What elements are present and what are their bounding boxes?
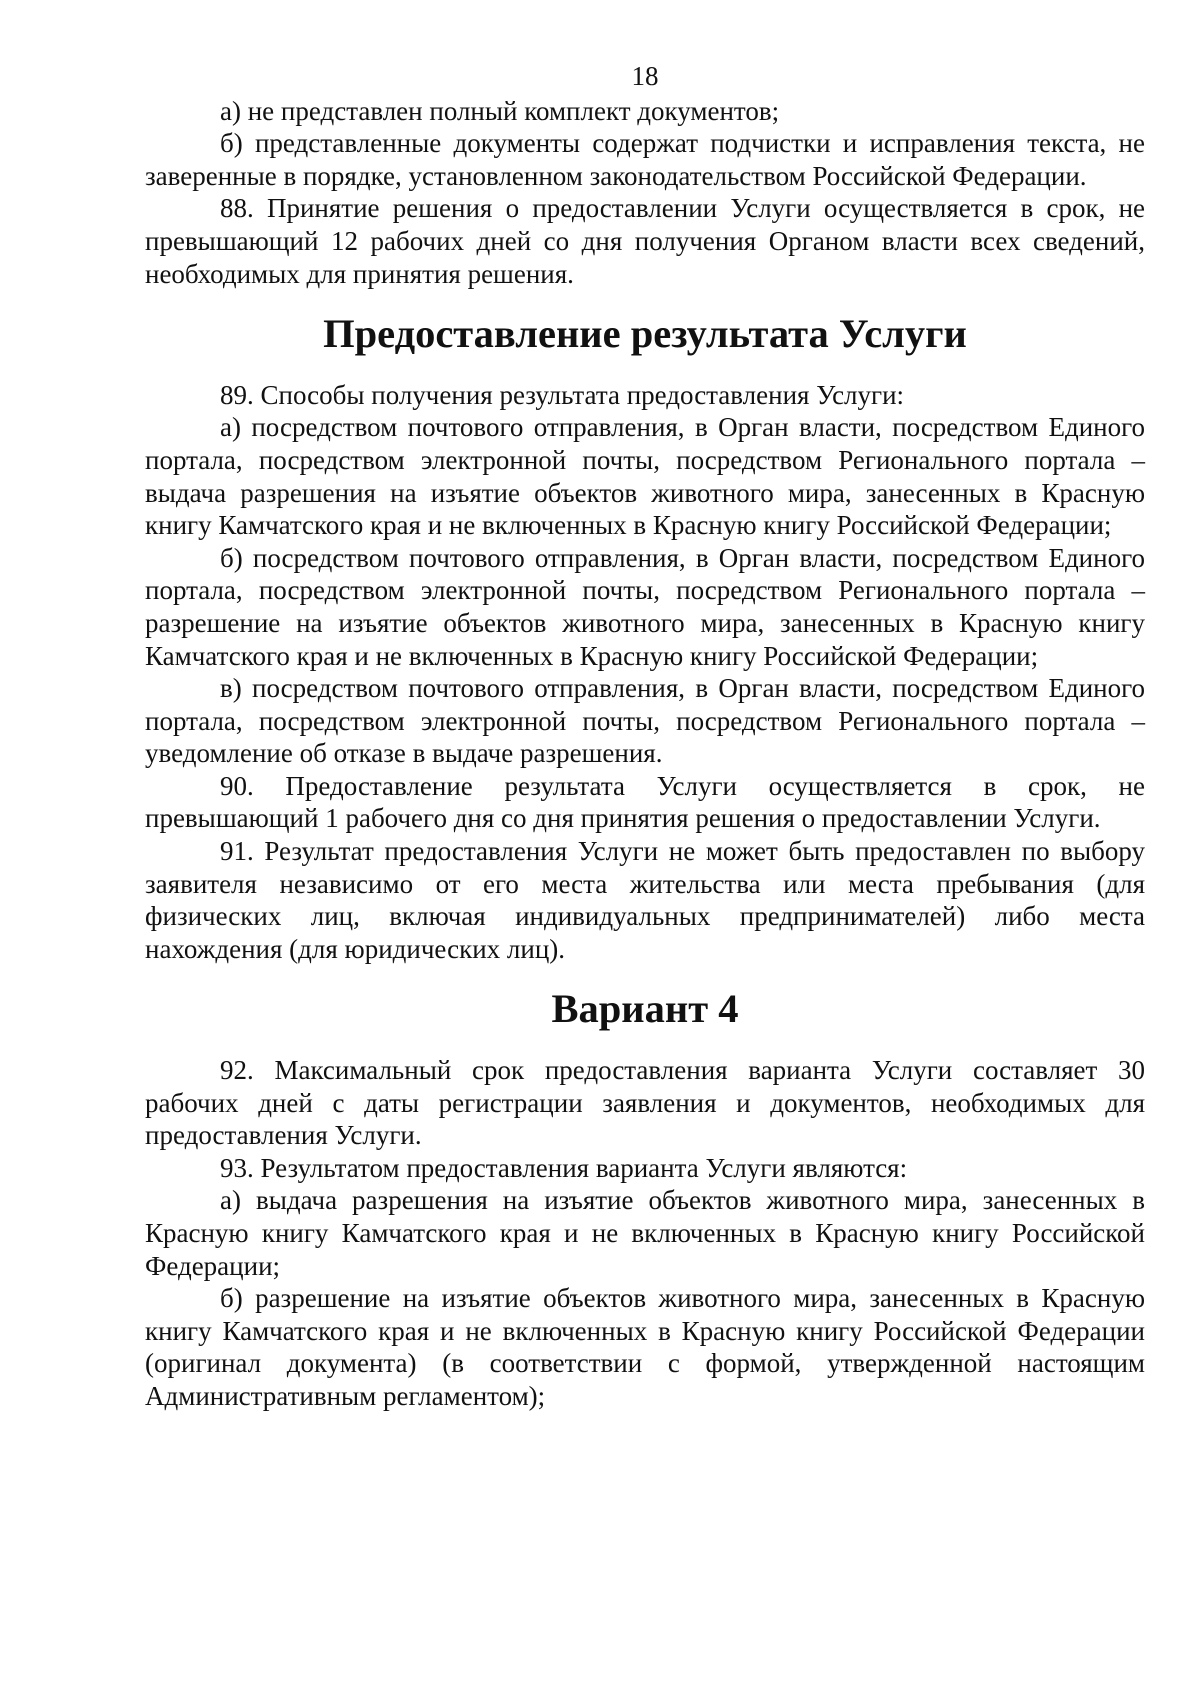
paragraph-93: 93. Результатом предоставления варианта Услуги являются: xyxy=(220,1152,908,1183)
paragraph-93-b: б) разрешение на изъятие объектов животного мира, занесенных в Красную книгу Камчатского края и не включенных в Красную книгу Российской Федерации (оригинал документа) (в соответствии с формой, утвержденной настоящим Административным регламентом); xyxy=(145,1283,1145,1411)
paragraph-90: 90. Предоставление результата Услуги осуществляется в срок, не превышающий 1 рабочего дня со дня принятия решения о предоставлении Услуги. xyxy=(145,770,1145,834)
page-number: 18 xyxy=(631,61,659,91)
paragraph-89-a: а) посредством почтового отправления, в Орган власти, посредством Единого портала, посредством электронной почты, посредством Регионального портала – выдача разрешения на изъятие объектов животного мира, занесенных в Красную книгу Камчатского края и не включенных в Красную книгу Российской Федерации; xyxy=(145,412,1145,541)
section-heading-result: Предоставление результата Услуги xyxy=(323,311,967,357)
section-heading-variant-4: Вариант 4 xyxy=(551,986,739,1032)
paragraph-a-incomplete-docs: а) не представлен полный комплект документов; xyxy=(220,95,780,126)
paragraph-b-corrections: б) представленные документы содержат подчистки и исправления текста, не заверенные в порядке, установленном законодательством Российской Федерации. xyxy=(145,128,1145,191)
paragraph-89: 89. Способы получения результата предоставления Услуги: xyxy=(220,379,905,410)
paragraph-93-a: а) выдача разрешения на изъятие объектов животного мира, занесенных в Красную книгу Камчатского края и не включенных в Красную книгу Российской Федерации; xyxy=(145,1185,1145,1281)
paragraph-91: 91. Результат предоставления Услуги не может быть предоставлен по выбору заявителя независимо от его места жительства или места пребывания (для физических лиц, включая индивидуальных предпринимателей) либо места нахождения (для юридических лиц). xyxy=(145,836,1145,964)
paragraph-89-b: б) посредством почтового отправления, в Орган власти, посредством Единого портала, посредством электронной почты, посредством Регионального портала – разрешение на изъятие объектов животного мира, занесенных в Красную книгу Камчатского края и не включенных в Красную книгу Российской Федерации; xyxy=(145,542,1145,671)
paragraph-89-v: в) посредством почтового отправления, в Орган власти, посредством Единого портала, посредством электронной почты, посредством Регионального портала – уведомление об отказе в выдаче разрешения. xyxy=(145,673,1145,769)
paragraph-92: 92. Максимальный срок предоставления варианта Услуги составляет 30 рабочих дней с даты регистрации заявления и документов, необходимых для предоставления Услуги. xyxy=(145,1055,1145,1151)
document-page xyxy=(145,60,1145,1413)
paragraph-88: 88. Принятие решения о предоставлении Услуги осуществляется в срок, не превышающий 12 рабочих дней со дня получения Органом власти всех сведений, необходимых для принятия решения. xyxy=(145,193,1145,289)
